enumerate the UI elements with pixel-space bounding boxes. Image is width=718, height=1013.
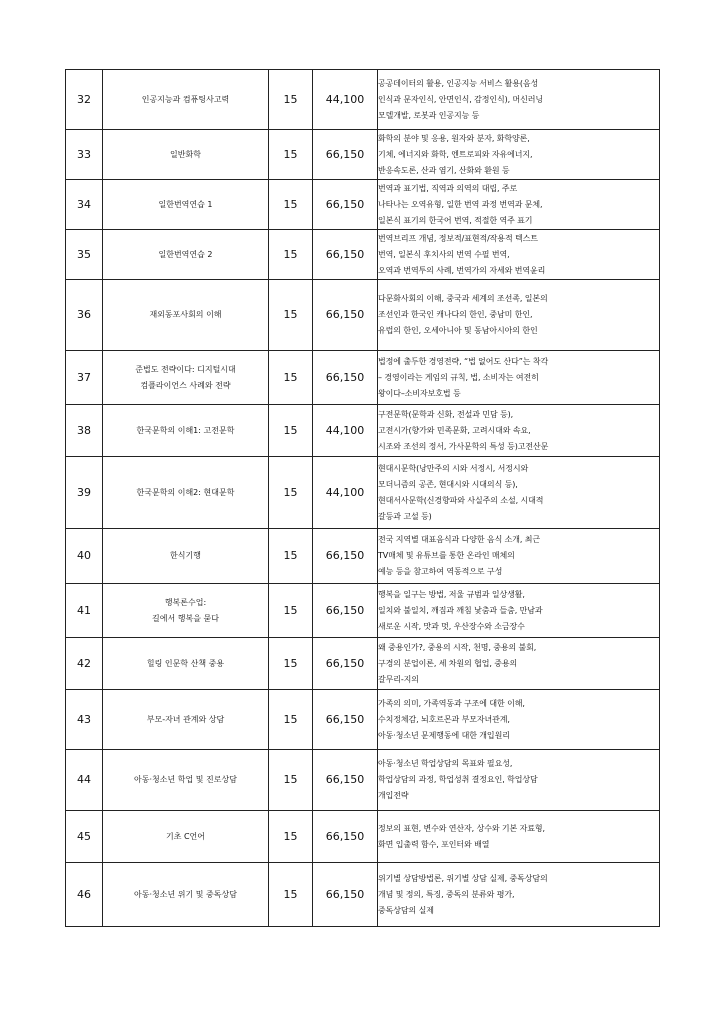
course-name-line: 컴플라이언스 사례와 전략 [140, 380, 231, 390]
course-name-line: 일한번역연습 2 [158, 249, 213, 259]
course-description-line: 화학의 분야 및 응용, 원자와 분자, 화학양론, [378, 133, 530, 143]
course-description-line: 번역, 일본식 후치사의 번역 수필 번역, [378, 249, 510, 259]
course-description-line: 조선인과 한국인 캐나다의 한인, 중남미 한인, [378, 310, 533, 319]
course-description-line: 유럽의 한인, 오세아니아 및 동남아시아의 한인 [378, 326, 538, 335]
course-description-line: 예능 등을 참고하여 역동적으로 구성 [378, 567, 503, 576]
course-description-line: 시조와 조선의 정서, 가사문학의 특성 등)고전산문 [378, 441, 549, 451]
course-description-cell [378, 457, 660, 529]
course-name-cell [103, 638, 269, 690]
course-number-cell: 36 [66, 280, 103, 351]
table-row [66, 70, 660, 130]
course-name-cell [103, 280, 269, 351]
course-name-line: 한국문학의 이해2: 현대문학 [136, 487, 235, 497]
course-description-line: 행복을 일구는 방법, 저울 규범과 일상생활, [378, 589, 525, 599]
table-row [66, 230, 660, 280]
course-description-line: 모더니즘의 공존, 현대시와 시대의식 등), [378, 479, 518, 489]
table-row [66, 351, 660, 405]
course-name-line: 재외동포사회의 이해 [149, 310, 222, 319]
course-description-line: TV매체 및 유튜브를 통한 온라인 매체의 [378, 551, 515, 560]
course-number-cell: 40 [66, 529, 103, 584]
course-number-cell: 41 [66, 584, 103, 638]
course-number-cell: 33 [66, 130, 103, 180]
course-description-line: 고전시가(향가와 민족문화, 고려시대와 속요, [378, 425, 531, 435]
course-name-line: 아동·청소년 학업 및 진로상담 [134, 775, 237, 784]
course-hours-cell: 15 [269, 280, 313, 351]
course-name-cell [103, 457, 269, 529]
course-hours-cell: 15 [269, 70, 313, 130]
course-description-line: 정보의 표현, 변수와 연산자, 상수와 기본 자료형, [378, 823, 545, 833]
table-row [66, 405, 660, 457]
course-description-line: 개입전략 [378, 791, 409, 800]
table-row [66, 638, 660, 690]
course-description-line: 구경의 분업이론, 세 차원의 협업, 중용의 [378, 658, 518, 668]
course-fee-cell: 66,150 [313, 130, 378, 180]
course-number-cell: 46 [66, 863, 103, 927]
table-row [66, 180, 660, 230]
course-description-cell [378, 405, 660, 457]
course-fee-cell: 44,100 [313, 457, 378, 529]
course-description-line: 인식과 문자인식, 안면인식, 감정인식), 머신러닝 [378, 94, 544, 104]
course-description-line: 현대시문학(낭만주의 시와 서정시, 서정시와 [378, 463, 529, 473]
course-description-line: 법정에 출두한 경영전략, “법 없어도 산다”는 착각 [378, 356, 549, 366]
course-table [65, 69, 660, 927]
course-hours-cell: 15 [269, 180, 313, 230]
course-name-cell [103, 351, 269, 405]
table-row [66, 863, 660, 927]
course-name-cell [103, 811, 269, 863]
course-description-line: 번역과 표기법, 직역과 의역의 대립, 주로 [378, 183, 518, 193]
course-description-line: 학업상담의 과정, 학업성취 결정요인, 학업상담 [378, 775, 538, 784]
course-description-line: 나타나는 오역유형, 일한 번역 과정 번역과 문체, [378, 199, 543, 209]
course-hours-cell: 15 [269, 457, 313, 529]
course-description-cell [378, 70, 660, 130]
table-row [66, 280, 660, 351]
course-description-line: 갈등과 고설 등) [378, 511, 432, 521]
course-name-cell [103, 750, 269, 811]
course-number-cell: 39 [66, 457, 103, 529]
course-number-cell: 34 [66, 180, 103, 230]
course-fee-cell: 66,150 [313, 230, 378, 280]
course-hours-cell: 15 [269, 230, 313, 280]
course-fee-cell: 66,150 [313, 280, 378, 351]
table-row [66, 750, 660, 811]
course-description-line: – 경영이라는 게임의 규칙, 법, 소비자는 여전히 [378, 372, 539, 382]
course-name-line: 한국문학의 이해1: 고전문학 [136, 425, 235, 435]
course-description-line: 다문화사회의 이해, 중국과 세계의 조선족, 일본의 [378, 294, 548, 303]
course-description-line: 아동·청소년 학업상담의 목표와 필요성, [378, 759, 513, 768]
course-hours-cell: 15 [269, 863, 313, 927]
course-fee-cell: 66,150 [313, 584, 378, 638]
course-number-cell: 45 [66, 811, 103, 863]
course-description-cell [378, 280, 660, 351]
course-number-cell: 43 [66, 690, 103, 750]
course-description-line: 전국 지역별 대표음식과 다양한 음식 소개, 최근 [378, 535, 541, 544]
course-fee-cell: 66,150 [313, 529, 378, 584]
table-row [66, 690, 660, 750]
course-name-line: 인공지능과 컴퓨팅사고력 [141, 94, 230, 104]
course-description-cell [378, 130, 660, 180]
course-description-cell [378, 638, 660, 690]
course-description-line: 현대서사문학(신경향파와 사실주의 소설, 시대적 [378, 495, 544, 505]
course-name-cell [103, 130, 269, 180]
course-description-line: 모델개발, 로봇과 인공지능 등 [378, 110, 480, 120]
course-fee-cell: 66,150 [313, 351, 378, 405]
course-number-cell: 35 [66, 230, 103, 280]
course-name-line: 한식기행 [170, 551, 201, 560]
course-name-line: 준법도 전략이다: 디지털시대 [135, 364, 236, 374]
course-description-line: 중독상담의 실제 [378, 905, 434, 915]
course-name-line: 일반화학 [170, 149, 201, 159]
course-description-cell [378, 863, 660, 927]
course-description-line: 왕이다–소비자보호법 등 [378, 388, 461, 398]
course-description-line: 일본식 표기의 한국어 번역, 적절한 역주 표기 [378, 215, 533, 225]
course-name-cell [103, 180, 269, 230]
course-hours-cell: 15 [269, 130, 313, 180]
course-description-cell [378, 180, 660, 230]
course-description-line: 번역브리프 개념, 정보적/표현적/작용적 텍스트 [378, 233, 538, 243]
course-description-cell [378, 529, 660, 584]
course-description-line: 일치와 불일치, 깨짐과 깨침 낯춤과 들춤, 만남과 [378, 605, 543, 615]
course-name-line: 일한번역연습 1 [158, 199, 213, 209]
course-description-line: 왜 중용인가?, 중용의 시작, 천명, 중용의 불회, [378, 642, 537, 652]
course-fee-cell: 66,150 [313, 811, 378, 863]
course-description-line: 가족의 의미, 가족역동과 구조에 대한 이해, [378, 698, 525, 708]
course-description-line: 오역과 번역투의 사례, 번역가의 자세와 번역윤리 [378, 265, 546, 275]
course-description-line: 위기별 상담방법론, 위기별 상담 실제, 중독상담의 [378, 873, 548, 883]
course-hours-cell: 15 [269, 750, 313, 811]
course-name-cell [103, 690, 269, 750]
course-description-cell [378, 584, 660, 638]
table-row [66, 130, 660, 180]
course-number-cell: 38 [66, 405, 103, 457]
course-description-line: 반응속도론, 산과 염기, 산화와 환원 등 [378, 165, 510, 175]
course-fee-cell: 44,100 [313, 70, 378, 130]
course-name-cell [103, 70, 269, 130]
course-name-line: 기초 C언어 [165, 831, 206, 841]
table-row [66, 584, 660, 638]
course-name-cell [103, 584, 269, 638]
course-description-line: 갈무리-지의 [378, 674, 419, 684]
course-description-line: 개념 및 정의, 특징, 중독의 분류와 평가, [378, 889, 515, 899]
table-row [66, 457, 660, 529]
course-name-line: 길에서 행복을 묻다 [152, 613, 219, 623]
course-description-cell [378, 811, 660, 863]
course-hours-cell: 15 [269, 690, 313, 750]
course-hours-cell: 15 [269, 638, 313, 690]
table-body [66, 70, 660, 927]
course-fee-cell: 66,150 [313, 863, 378, 927]
course-hours-cell: 15 [269, 351, 313, 405]
course-name-cell [103, 529, 269, 584]
course-fee-cell: 66,150 [313, 690, 378, 750]
course-number-cell: 44 [66, 750, 103, 811]
course-name-line: 아동·청소년 위기 및 중독상담 [134, 889, 237, 899]
course-hours-cell: 15 [269, 529, 313, 584]
course-fee-cell: 66,150 [313, 750, 378, 811]
course-description-cell [378, 690, 660, 750]
course-description-cell [378, 351, 660, 405]
course-fee-cell: 66,150 [313, 180, 378, 230]
table-row [66, 811, 660, 863]
table-row [66, 529, 660, 584]
course-hours-cell: 15 [269, 811, 313, 863]
course-name-cell [103, 405, 269, 457]
course-number-cell: 42 [66, 638, 103, 690]
course-description-line: 수치정체감, 뇌호르몬과 부모자녀관계, [378, 714, 510, 724]
course-fee-cell: 66,150 [313, 638, 378, 690]
course-name-line: 부모-자녀 관계와 상담 [146, 714, 225, 724]
course-description-cell [378, 230, 660, 280]
course-name-cell [103, 863, 269, 927]
course-description-line: 기체, 에너지와 화학, 엔트로피와 자유에너지, [378, 149, 533, 159]
course-hours-cell: 15 [269, 584, 313, 638]
course-description-line: 화면 입출력 함수, 포인터와 배열 [378, 839, 490, 849]
course-description-line: 공공데이터의 활용, 인공지능 서비스 활용(음성 [378, 78, 539, 88]
course-fee-cell: 44,100 [313, 405, 378, 457]
course-name-line: 힐링 인문학 산책 중용 [146, 658, 225, 668]
course-name-line: 행복론수업: [164, 597, 207, 607]
course-name-cell [103, 230, 269, 280]
course-hours-cell: 15 [269, 405, 313, 457]
course-description-line: 아동·청소년 문제행동에 대한 개입원리 [378, 730, 510, 740]
course-description-cell [378, 750, 660, 811]
course-description-line: 새로운 시작, 맛과 멋, 우산장수와 소금장수 [378, 621, 525, 631]
course-number-cell: 32 [66, 70, 103, 130]
course-number-cell: 37 [66, 351, 103, 405]
course-description-line: 구전문학(문학과 신화, 전설과 민담 등), [378, 409, 514, 419]
